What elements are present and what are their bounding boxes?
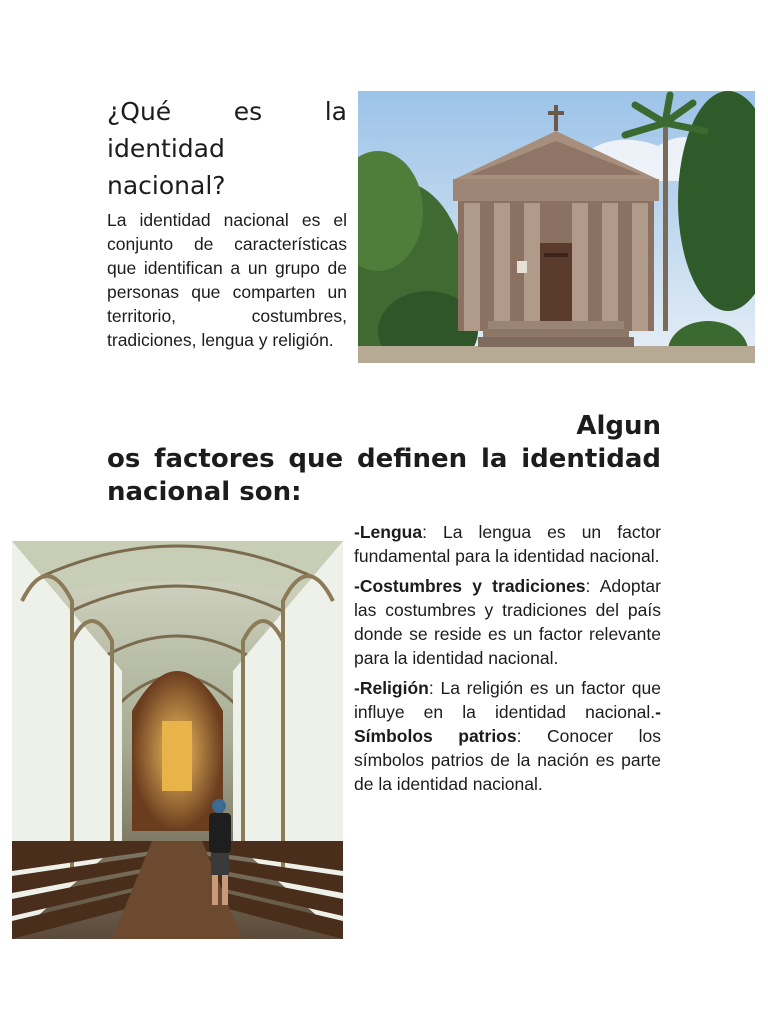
church-photo	[358, 91, 755, 363]
factor-text: : La lengua es un factor fundamental para la identidad nacional.	[354, 522, 661, 566]
factors-heading	[107, 410, 661, 509]
factor-text: : Adoptar las costumbres y tradiciones del país donde se reside es un factor relevante para la identidad nacional.	[354, 576, 661, 668]
factor-text-simbolos: : Conocer los símbolos patrios de la nación es parte de la identidad nacional.	[354, 726, 661, 794]
factor-term: -Lengua	[354, 522, 423, 542]
factor-lengua	[354, 520, 661, 568]
factor-term-simbolos: -Símbolos patrios	[354, 702, 661, 746]
cathedral-interior-photo	[12, 541, 343, 939]
factor-term: -Costumbres y tradiciones	[354, 576, 586, 596]
factor-religion	[354, 676, 661, 796]
factors-heading-part1: Algun	[576, 411, 661, 441]
factor-text: : La religión es un factor que influye en la identidad nacional.	[354, 678, 661, 722]
factors-heading-part2: os factores que definen la identidad nacional son:	[107, 444, 661, 507]
definition-paragraph: La identidad nacional es el conjunto de características que identifican a un grupo de personas que comparten un territorio, costumbres, tradiciones, lengua y religión.	[107, 210, 347, 350]
factor-costumbres	[354, 574, 661, 670]
heading-identidad-nacional: ¿Qué es la identidad nacional?	[107, 97, 347, 200]
factors-list	[354, 520, 661, 802]
factor-term: -Religión	[354, 678, 429, 698]
